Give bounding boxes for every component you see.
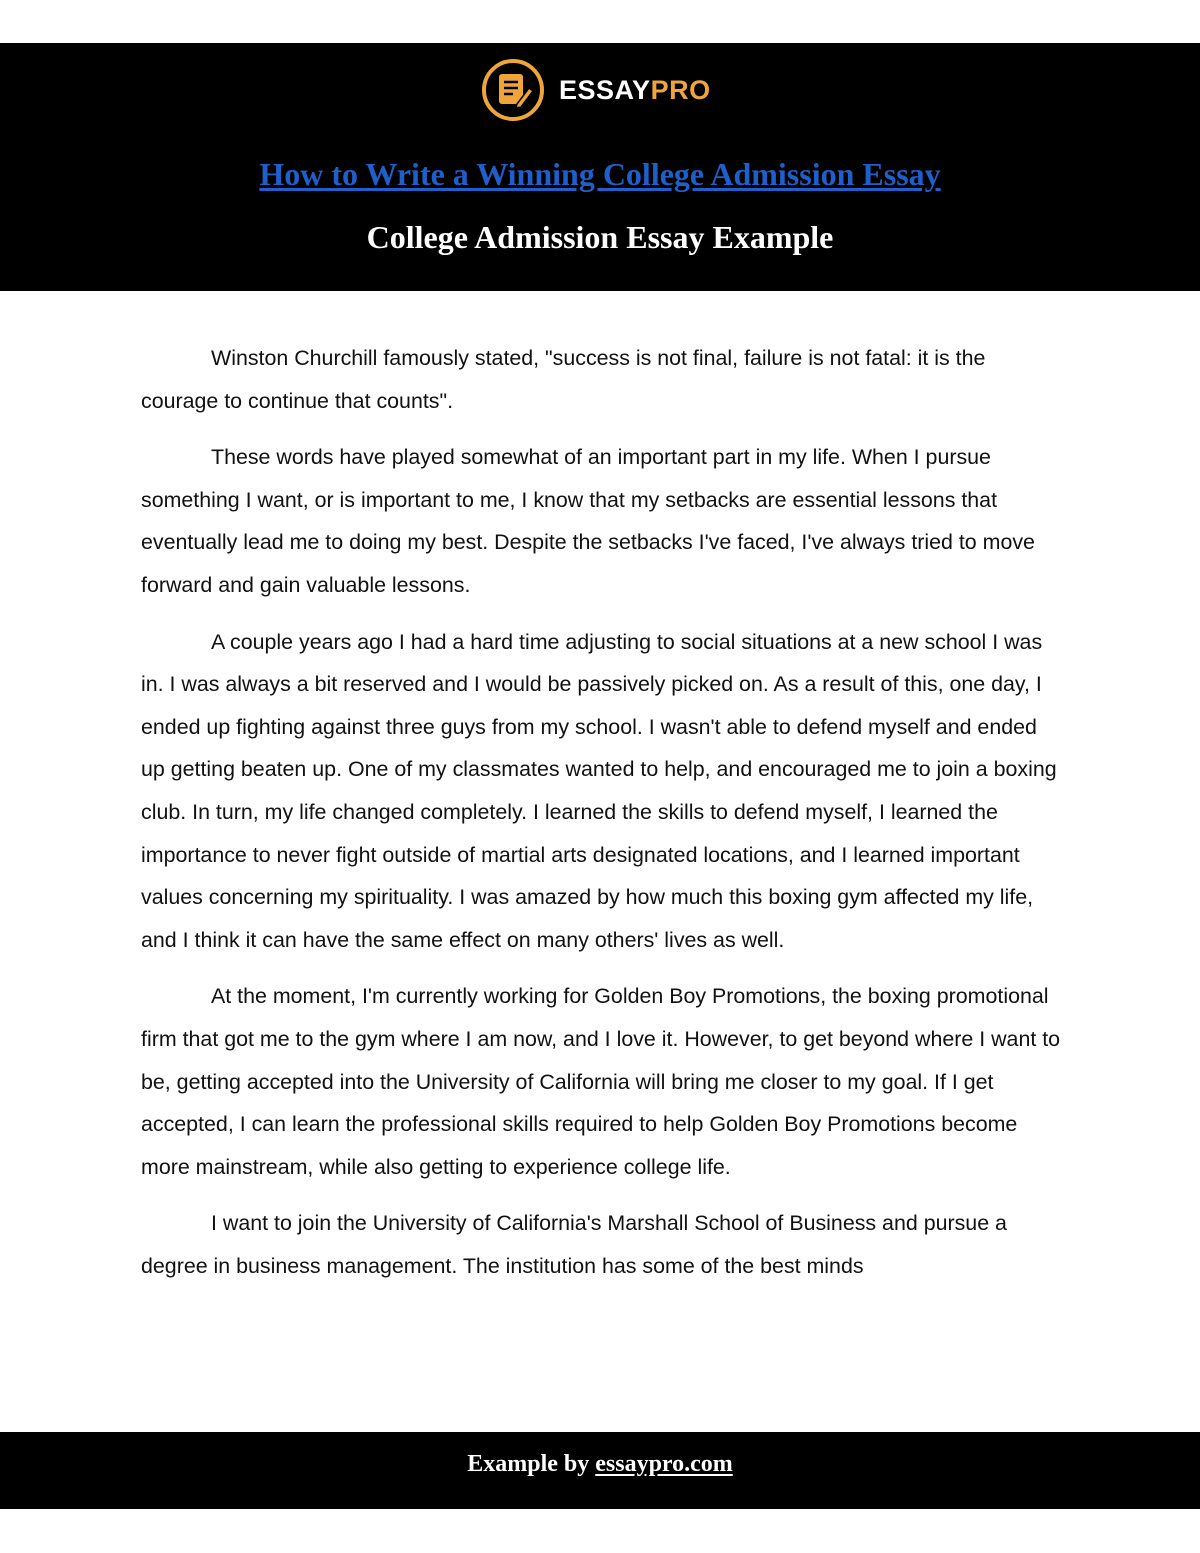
- essay-paragraph-4: At the moment, I'm currently working for Golden Boy Promotions, the boxing promotional firm that got me to the gym where I am now, and I love it. However, to get beyond where I want to be, getting accepted into the University of California will bring me closer to my goal. If I get accepted, I can learn the professional skills required to help Golden Boy Promotions become more mainstream, while also getting to experience college life.: [141, 984, 1061, 1179]
- footer-credit: [0, 1446, 1200, 1482]
- essay-paragraph-3: A couple years ago I had a hard time adjusting to social situations at a new school I was in. I was always a bit reserved and I would be passively picked on. As a result of this, one day, I ended up fighting against three guys from my school. I wasn't able to defend myself and ended up getting beaten up. One of my classmates wanted to help, and encouraged me to join a boxing club. In turn, my life changed completely. I learned the skills to defend myself, I learned the importance to never fight outside of martial arts designated locations, and I learned important values concerning my spirituality. I was amazed by how much this boxing gym affected my life, and I think it can have the same effect on many others' lives as well.: [141, 629, 1057, 952]
- page-subtitle: College Admission Essay Example: [366, 219, 834, 255]
- essay-paragraph-2: These words have played somewhat of an important part in my life. When I pursue something I want, or is important to me, I know that my setbacks are essential lessons that eventually lead me to doing my best. Despite the setbacks I've faced, I've always tried to move forward and gain valuable lessons.: [141, 445, 1035, 597]
- essaypro-logo[interactable]: [481, 58, 711, 122]
- essay-body: [141, 337, 1066, 1301]
- brand-name-pro: PRO: [650, 74, 711, 105]
- footer-link[interactable]: essaypro.com: [595, 1451, 733, 1477]
- brand-name: [559, 74, 711, 105]
- brand-name-essay: ESSAY: [559, 74, 651, 105]
- essaypro-logo-icon: [481, 58, 545, 122]
- title-link[interactable]: How to Write a Winning College Admission Essay: [259, 156, 941, 192]
- essay-paragraph-5: I want to join the University of California's Marshall School of Business and pursue a degree in business management. The institution has some of the best minds: [141, 1211, 1007, 1278]
- essay-paragraph-1: Winston Churchill famously stated, "success is not final, failure is not fatal: it is the courage to continue that counts".: [141, 346, 986, 413]
- footer-prefix: Example by: [467, 1451, 596, 1477]
